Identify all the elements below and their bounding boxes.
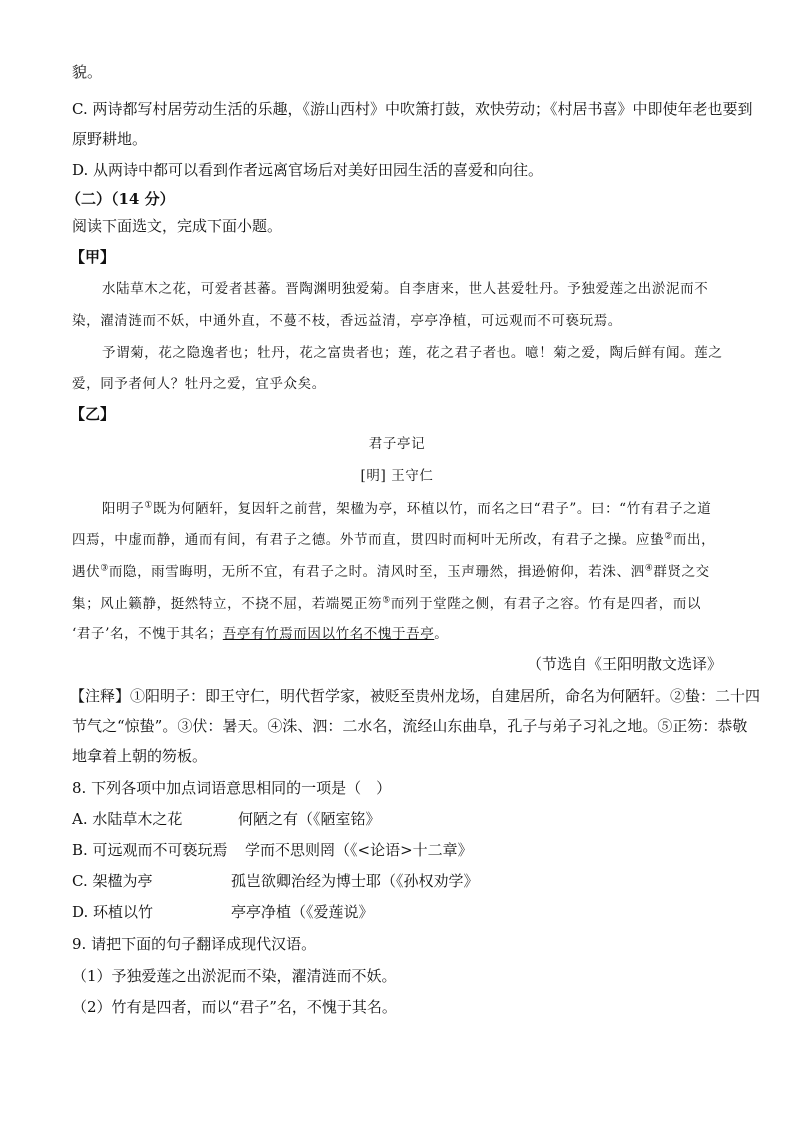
notes-line3: 地拿着上朝的笏板。 xyxy=(72,747,208,765)
note-ref-1: ① xyxy=(144,500,153,511)
section-heading: （二）（14 分） xyxy=(66,190,175,208)
jia-p2-line2: 爱，同予者何人？牡丹之爱，宜乎众矣。 xyxy=(72,376,326,392)
yi-title: 君子亭记 xyxy=(368,436,426,452)
q8-option-d-left: D. 环植以竹 xyxy=(72,903,154,921)
q9-sentence-1: （1）予独爱莲之出淤泥而不染，濯清涟而不妖。 xyxy=(72,967,397,985)
q8-option-c-left: C. 架楹为亭 xyxy=(72,872,153,890)
q8-option-b-left: B. 可远观而不可亵玩焉 xyxy=(72,841,228,859)
note-ref-5: ⑤ xyxy=(382,595,391,606)
jia-p1-line1: 水陆草木之花，可爱者甚蕃。晋陶渊明独爱菊。自李唐来，世人甚爱牡丹。予独爱莲之出淤泥而不 xyxy=(102,281,709,297)
note-ref-4: ④ xyxy=(644,563,654,574)
q8-option-c-right: 孤岂欲卿治经为博士耶（《孙权劝学》 xyxy=(231,872,479,890)
underlined-sentence: 吾亭有竹焉而因以竹名不愧于吾亭 xyxy=(222,626,435,642)
notes-line1: 【注释】①阳明子：即王守仁，明代哲学家，被贬至贵州龙场，自建居所，命名为何陋轩。②蛰：二十四 xyxy=(70,687,761,705)
q8-option-a-right: 何陋之有（《陋室铭》 xyxy=(238,810,381,828)
q7-option-d: D. 从两诗中都可以看到作者远离官场后对美好田园生活的喜爱和向往。 xyxy=(72,161,544,179)
notes-line2: 节气之“惊蛰”。③伏：暑天。④洙、泗：二水名，流经山东曲阜，孔子与弟子习礼之地。⑤正笏：恭敬 xyxy=(72,717,748,735)
yi-label: 【乙】 xyxy=(70,405,116,423)
yi-source: （节选自《王阳明散文选译》 xyxy=(526,655,722,673)
section-instruction: 阅读下面选文，完成下面小题。 xyxy=(72,217,283,235)
yi-line3: 遇伏③而隐，雨雪晦明，无所不宜，有君子之时。清风时至，玉声珊然，揖逊俯仰，若洙、泗④群贤之交 xyxy=(72,563,710,580)
q8-option-a-left: A. 水陆草木之花 xyxy=(72,810,183,828)
jia-p1-line2: 染，濯清涟而不妖，中通外直，不蔓不枝，香远益清，亭亭净植，可远观而不可亵玩焉。 xyxy=(72,313,622,329)
yi-author: [明] 王守仁 xyxy=(360,468,434,484)
q9-stem: 9. 请把下面的句子翻译成现代汉语。 xyxy=(72,935,317,953)
q8-stem: 8. 下列各项中加点词语意思相同的一项是（ ） xyxy=(72,779,392,797)
q8-option-b-right: 学而不思则罔（《<论语>十二章》 xyxy=(245,841,473,859)
note-ref-2: ② xyxy=(664,531,673,542)
q8-option-d-right: 亭亭净植（《爱莲说》 xyxy=(231,903,374,921)
jia-label: 【甲】 xyxy=(70,248,116,266)
q9-sentence-2: （2）竹有是四者，而以“君子”名，不愧于其名。 xyxy=(72,998,397,1016)
q7-option-c-line2: 原野耕地。 xyxy=(72,130,148,148)
yi-line2: 四焉，中虚而静，通而有间，有君子之德。外节而直，贯四时而柯叶无所改，有君子之操。应蛰②而出， xyxy=(72,531,716,548)
q7-option-c-line1: C. 两诗都写村居劳动生活的乐趣，《游山西村》中吹箫打鼓，欢快劳动；《村居书喜》中即使年老也要到 xyxy=(72,100,753,118)
yi-line4: 集；风止籁静，挺然特立，不挠不屈，若端冕正笏⑤而列于堂陛之侧，有君子之容。竹有是四者，而以 xyxy=(72,595,702,612)
jia-p2-line1: 予谓菊，花之隐逸者也；牡丹，花之富贵者也；莲，花之君子者也。噫！菊之爱，陶后鲜有闻。莲之 xyxy=(102,345,723,361)
note-ref-3: ③ xyxy=(100,563,109,574)
yi-line1: 阳明子①既为何陋轩，复因轩之前营，架楹为亭，环植以竹，而名之曰“君子”。曰：“竹有君子之道 xyxy=(102,500,712,517)
yi-line5: ‘君子’名，不愧于其名；吾亭有竹焉而因以竹名不愧于吾亭。 xyxy=(72,626,449,642)
q7-tail: 貌。 xyxy=(72,63,103,81)
